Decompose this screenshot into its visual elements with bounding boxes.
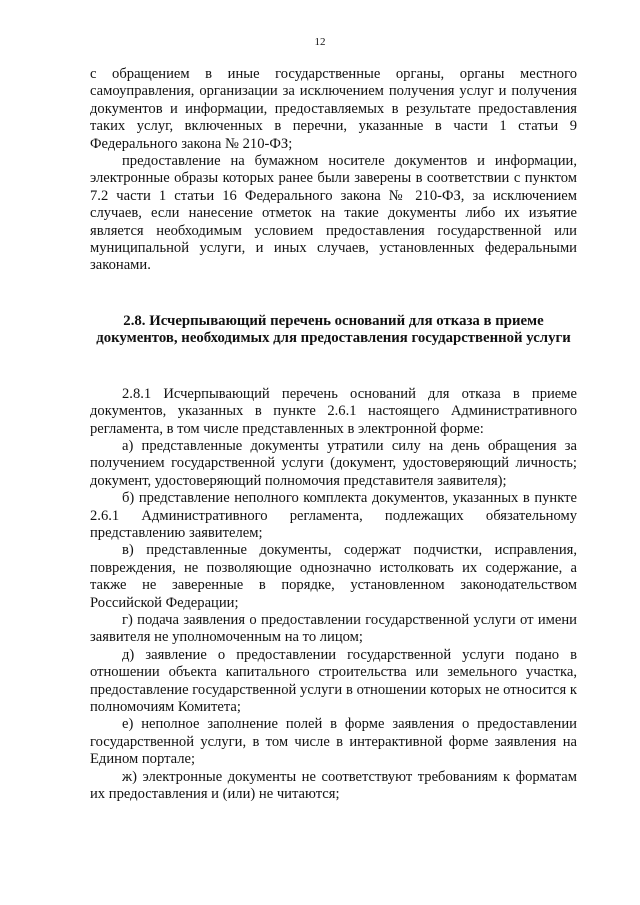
paragraph-continuation: с обращением в иные государственные органы, органы местного самоуправления, организации за исключением получения услуг и получения документов и информации, предоставляемых в результате предоставления таких услуг, включенных в перечни, указанные в части 1 статьи 9 Федерального закона № 210-ФЗ; — [90, 66, 577, 152]
page-number: 12 — [314, 36, 326, 48]
list-item-zh: ж) электронные документы не соответствуют требованиям к форматам их предоставления и (или) не читаются; — [90, 768, 577, 803]
list-item-d: д) заявление о предоставлении государственной услуги подано в отношении объекта капитального строительства или земельного участка, предоставление государственной услуги в отношении которых не относится к полномочиям Комитета; — [90, 646, 577, 715]
list-item-b: б) представление неполного комплекта документов, указанных в пункте 2.6.1 Административного регламента, подлежащих обязательному представлению заявителем; — [90, 490, 577, 541]
list-item-g: г) подача заявления о предоставлении государственной услуги от имени заявителя не уполномоченным на то лицом; — [90, 611, 577, 646]
paragraph-paper-documents: предоставление на бумажном носителе документов и информации, электронные образы которых ранее были заверены в соответствии с пунктом 7.2 части 1 статьи 16 Федерального закона № 210-ФЗ, за исключением случаев, если нанесение отметок на такие документы либо их изъятие является необходимым условием предоставления государственной или муниципальной услуги, и иных случаев, установленных федеральными законами. — [90, 153, 577, 274]
list-item-v: в) представленные документы, содержат подчистки, исправления, повреждения, не позволяющие однозначно истолковать их содержание, а также не заверенные в порядке, установленном законодательством Российской Федерации; — [90, 542, 577, 611]
paragraph-intro-2-8-1: 2.8.1 Исчерпывающий перечень оснований для отказа в приеме документов, указанных в пункте 2.6.1 настоящего Административного регламента, в том числе представленных в электронной форме: — [90, 385, 577, 437]
document-body — [90, 66, 577, 803]
list-item-a: а) представленные документы утратили силу на день обращения за получением государственной услуги (документ, удостоверяющий личность; документ, удостоверяющий полномочия представителя заявителя); — [90, 437, 577, 489]
list-item-e: е) неполное заполнение полей в форме заявления о предоставлении государственной услуги, в том числе в интерактивной форме заявления на Едином портале; — [90, 716, 577, 768]
section-heading: 2.8. Исчерпывающий перечень оснований для отказа в приеме документов, необходимых для предоставления государственной услуги — [96, 312, 571, 347]
